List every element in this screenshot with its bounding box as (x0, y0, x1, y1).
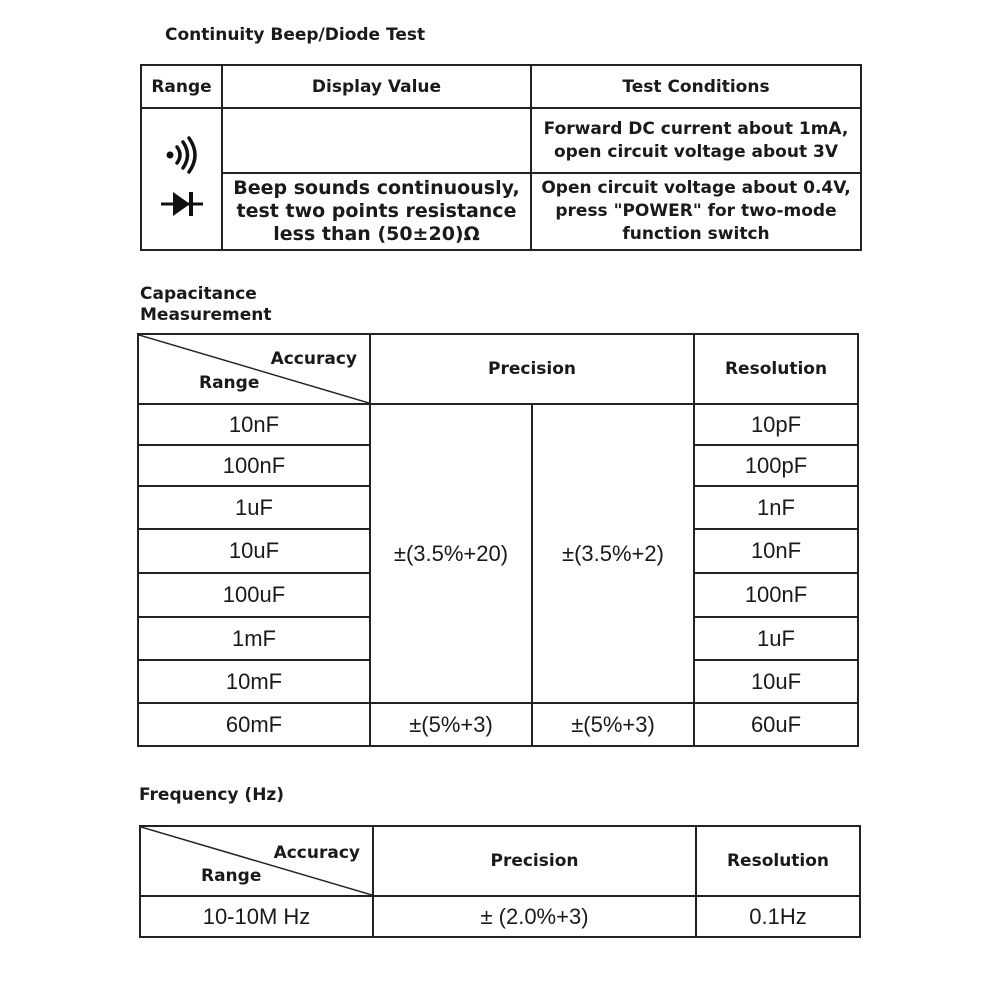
precision-header: Precision (373, 826, 696, 896)
header-display-value: Display Value (222, 65, 531, 108)
cap-resolution-cell: 10uF (694, 660, 858, 703)
cap-resolution-cell: 1uF (694, 617, 858, 660)
continuity-title: Continuity Beep/Diode Test (165, 25, 426, 45)
cap-range-cell: 10uF (138, 529, 370, 573)
range-label: Range (201, 866, 262, 886)
display-value-row1 (222, 108, 531, 173)
capacitance-table (137, 333, 859, 747)
header-range: Range (141, 65, 222, 108)
freq-resolution-cell: 0.1Hz (696, 896, 860, 937)
cap-resolution-cell: 100pF (694, 445, 858, 486)
range-icons-cell (141, 108, 222, 250)
cap-range-cell: 100uF (138, 573, 370, 617)
cap-range-cell: 1uF (138, 486, 370, 529)
cap-range-cell: 10nF (138, 404, 370, 445)
diode-icon (142, 189, 221, 223)
continuity-table (140, 64, 862, 251)
cap-resolution-cell: 10nF (694, 529, 858, 573)
cap-range-cell: 10mF (138, 660, 370, 703)
capacitance-diagonal-header (138, 334, 370, 404)
cap-precision-last-a: ±(5%+3) (370, 703, 532, 746)
display-value-row2: Beep sounds continuously, test two points resistance less than (50±20)Ω (222, 173, 531, 250)
cap-resolution-cell: 100nF (694, 573, 858, 617)
accuracy-label: Accuracy (270, 349, 357, 369)
frequency-table (139, 825, 861, 938)
conditions-row2: Open circuit voltage about 0.4V, press "POWER" for two-mode function switch (531, 173, 861, 250)
header-test-conditions: Test Conditions (531, 65, 861, 108)
cap-resolution-cell: 1nF (694, 486, 858, 529)
frequency-title: Frequency (Hz) (139, 785, 285, 805)
precision-header: Precision (370, 334, 694, 404)
resolution-header: Resolution (694, 334, 858, 404)
cap-range-cell: 1mF (138, 617, 370, 660)
cap-resolution-cell: 10pF (694, 404, 858, 445)
cap-range-cell: 60mF (138, 703, 370, 746)
frequency-diagonal-header (140, 826, 373, 896)
beep-icon (142, 135, 221, 179)
freq-precision-cell: ± (2.0%+3) (373, 896, 696, 937)
freq-range-cell: 10-10M Hz (140, 896, 373, 937)
capacitance-title: Capacitance Measurement (140, 284, 272, 325)
accuracy-label: Accuracy (273, 843, 360, 863)
cap-precision-b: ±(3.5%+2) (532, 404, 694, 703)
cap-precision-a: ±(3.5%+20) (370, 404, 532, 703)
range-label: Range (199, 373, 260, 393)
resolution-header: Resolution (696, 826, 860, 896)
conditions-row1: Forward DC current about 1mA, open circuit voltage about 3V (531, 108, 861, 173)
cap-precision-last-b: ±(5%+3) (532, 703, 694, 746)
cap-resolution-cell: 60uF (694, 703, 858, 746)
cap-range-cell: 100nF (138, 445, 370, 486)
